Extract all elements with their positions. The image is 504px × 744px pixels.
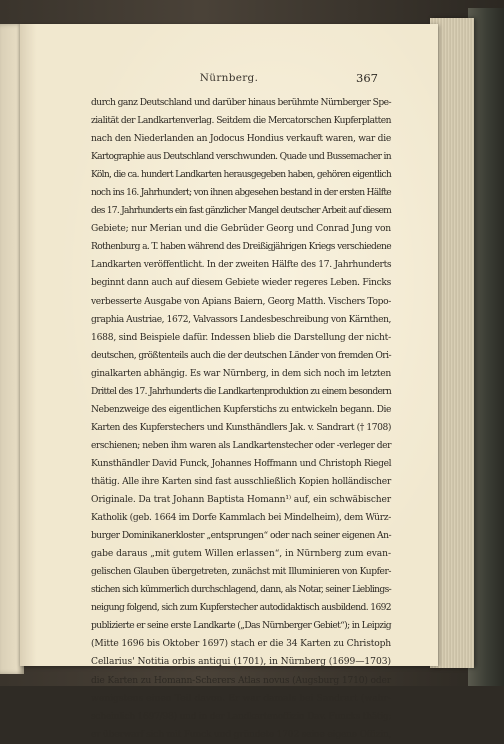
text-line: gabe daraus „mit gutem Willen erlassen“, in Nürnberg zum evan-	[91, 549, 391, 560]
text-line: durch ganz Deutschland und darüber hinaus berühmte Nürnberger Spe-	[91, 98, 391, 108]
text-line: Karten des Kupferstechers und Kunsthändlers Jak. v. Sandrart († 1708)	[91, 422, 391, 433]
text-line: Cellarius' Notitia orbis antiqui (1701), in Nürnberg (1699—1703)	[91, 657, 391, 668]
text-line: erschienen; neben ihm waren als Landkartenstecher oder -verleger der	[91, 440, 391, 451]
text-line: Nebenzweige des eigentlichen Kupferstichs zu entwickeln begann. Die	[91, 404, 392, 415]
text-line: neigung folgend, sich zum Kupferstecher autodidaktisch ausbildend. 1692	[91, 603, 391, 614]
text-line: Gebiete; nur Merian und die Gebrüder Georg und Conrad Jung von	[91, 224, 391, 235]
body-text	[91, 94, 391, 744]
text-line: burger Dominikanerkloster „entsprungen“ oder nach seiner eigenen An-	[91, 531, 391, 542]
running-head: Nürnberg.	[199, 72, 259, 84]
text-line: wenigstens einen Teil davon. Er war damals bei Sandrart (wahr-	[91, 693, 391, 704]
text-line: nach den Niederlanden an Jodocus Hondius verkauft waren, war die	[91, 134, 391, 145]
text-line: scheinlich 1697/98) und in der Landkartenoffizin Dav. Funcks thätig;	[91, 711, 392, 722]
text-line: stichen sich kümmerlich durchschlagend, dann, als Notar, seiner Lieblings-	[91, 585, 391, 596]
text-line: Köln, die ca. hundert Landkarten herausgegeben haben, gehören eigentlich	[91, 170, 391, 181]
text-line: ginalkarten abhängig. Es war Nürnberg, in dem sich noch im letzten	[91, 368, 391, 379]
text-line: Rothenburg a. T. haben während des Dreißigjährigen Kriegs verschiedene	[91, 242, 391, 253]
text-line: Katholik (geb. 1664 im Dorfe Kammlach bei Mindelheim), dem Würz-	[91, 513, 391, 524]
text-line: noch ins 16. Jahrhundert; von ihnen abgesehen bestand in der ersten Hälfte	[91, 188, 391, 199]
text-line: Originale. Da trat Johann Baptista Homann¹⁾ auf, ein schwäbischer	[91, 495, 391, 506]
book-page	[20, 24, 438, 740]
text-line: er überwarf sich mit Funck und gründete 1702 seine eigene Offizin,	[91, 729, 392, 740]
text-line: thätig. Alle ihre Karten sind fast ausschließlich Kopien holländischer	[91, 476, 391, 487]
text-line: verbesserte Ausgabe von Apians Baiern, Georg Matth. Vischers Topo-	[91, 296, 391, 307]
text-line: die Karten zu Homann-Scherers Atlas novus (Augsburg 1710) oder	[91, 675, 391, 686]
text-line: gelischen Glauben übergetreten, zunächst mit Illuminieren von Kupfer-	[91, 567, 391, 578]
text-line: 1688, sind Beispiele dafür. Indessen blieb die Darstellung der nicht-	[91, 332, 391, 343]
text-line: des 17. Jahrhunderts ein fast gänzlicher Mangel deutscher Arbeit auf diesem	[91, 206, 391, 217]
text-line: Kartographie aus Deutschland verschwunden. Quade und Bussemacher in	[91, 152, 392, 163]
text-line: Kunsthändler David Funck, Johannes Hoffmann und Christoph Riegel	[91, 458, 392, 469]
text-line: deutschen, größtenteils auch die der deutschen Länder von fremden Ori-	[91, 350, 391, 361]
text-line: publizierte er seine erste Landkarte („Das Nürnberger Gebiet“); in Leipzig	[91, 621, 391, 632]
text-line: beginnt dann auch auf diesem Gebiete wieder regeres Leben. Fincks	[91, 278, 391, 289]
text-line: Drittel des 17. Jahrhunderts die Landkartenproduktion zu einem besondern	[91, 386, 391, 397]
text-line: graphia Austriae, 1672, Valvassors Landesbeschreibung von Kärnthen,	[91, 314, 391, 325]
text-line: Landkarten veröffentlicht. In der zweiten Hälfte des 17. Jahrhunderts	[91, 260, 392, 271]
page-number: 367	[356, 71, 378, 85]
page-header	[20, 72, 438, 88]
text-line: (Mitte 1696 bis Oktober 1697) stach er die 34 Karten zu Christoph	[91, 639, 391, 650]
text-line: zialität der Landkartenverlag. Seitdem die Mercatorschen Kupferplatten	[91, 116, 391, 127]
